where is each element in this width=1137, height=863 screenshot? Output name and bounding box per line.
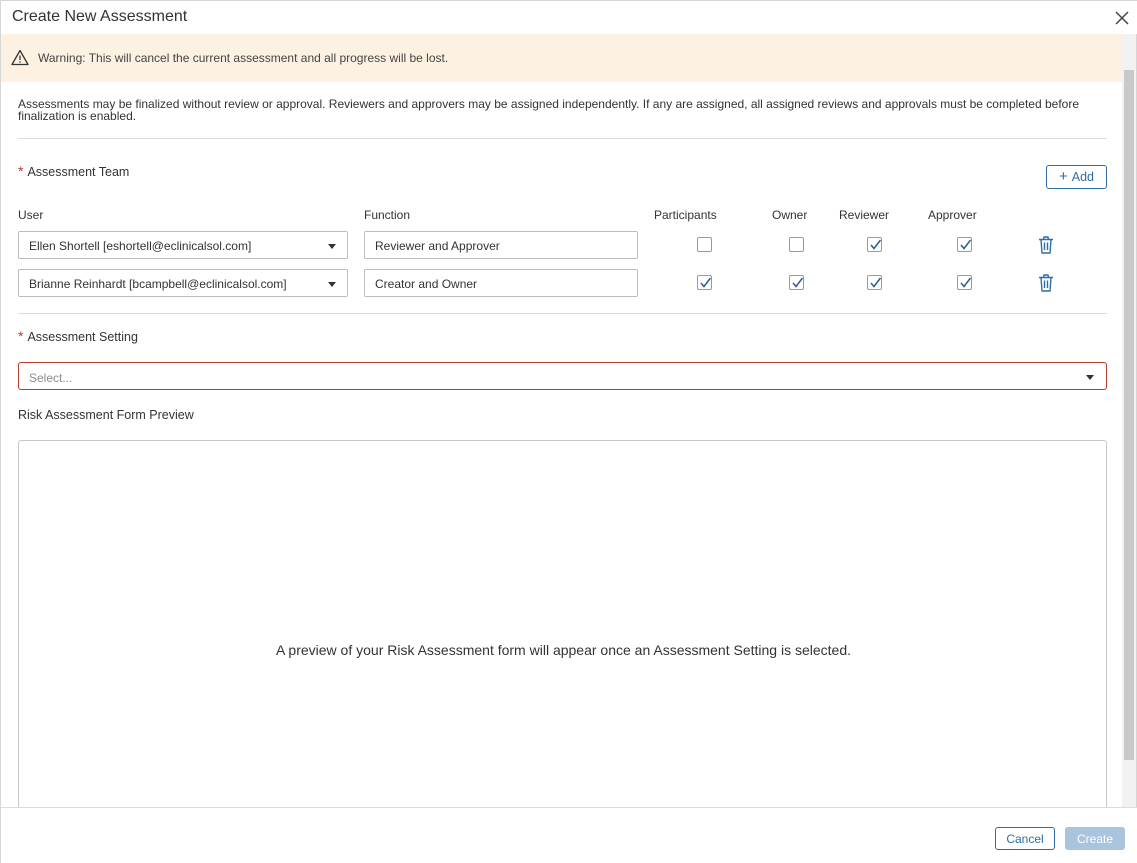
- warning-text: Warning: This will cancel the current assessment and all progress will be lost.: [38, 51, 449, 65]
- participants-checkbox[interactable]: [697, 275, 712, 290]
- dialog-footer: [1, 807, 1137, 863]
- approver-checkbox[interactable]: [957, 237, 972, 252]
- plus-icon: +: [1058, 168, 1068, 185]
- chevron-down-icon: [328, 244, 336, 249]
- owner-checkbox[interactable]: [789, 275, 804, 290]
- participants-checkbox[interactable]: [697, 237, 712, 252]
- scrollbar-thumb[interactable]: [1124, 70, 1134, 760]
- preview-empty-message: A preview of your Risk Assessment form will appear once an Assessment Setting is selected.: [275, 642, 852, 658]
- divider: [18, 138, 1107, 139]
- create-button[interactable]: Create: [1065, 827, 1125, 850]
- user-select[interactable]: [18, 269, 348, 297]
- user-select-value: Ellen Shortell [eshortell@eclinicalsol.com]: [29, 239, 252, 253]
- user-select-value: Brianne Reinhardt [bcampbell@eclinicalsol.com]: [29, 277, 287, 291]
- info-text: Assessments may be finalized without review or approval. Reviewers and approvers may be assigned independently. If any are assigned, all assigned reviews and approvals must be completed before finalization is enabled.: [18, 97, 1080, 123]
- column-header-function: Function: [364, 208, 411, 222]
- column-header-reviewer: Reviewer: [839, 208, 890, 222]
- column-header-approver: Approver: [928, 208, 977, 222]
- reviewer-checkbox[interactable]: [867, 275, 882, 290]
- column-header-participants: Participants: [654, 208, 717, 222]
- warning-banner: [1, 34, 1123, 82]
- owner-checkbox[interactable]: [789, 237, 804, 252]
- function-value: Reviewer and Approver: [375, 239, 500, 253]
- assessment-team-heading: [18, 163, 129, 179]
- trash-icon[interactable]: [1038, 236, 1054, 254]
- form-preview-panel: [18, 440, 1107, 820]
- vertical-scrollbar[interactable]: [1122, 34, 1136, 807]
- column-header-owner: Owner: [772, 208, 808, 222]
- assessment-setting-label: Assessment Setting: [27, 330, 138, 344]
- required-marker: *: [18, 163, 24, 179]
- function-value: Creator and Owner: [375, 277, 478, 291]
- dialog-title: Create New Assessment: [12, 8, 188, 25]
- dialog-titlebar: [1, 1, 1137, 34]
- user-select[interactable]: [18, 231, 348, 259]
- add-button-label: Add: [1071, 170, 1094, 184]
- add-team-member-button[interactable]: [1046, 165, 1107, 189]
- assessment-team-label: Assessment Team: [27, 165, 130, 179]
- assessment-setting-heading: [18, 328, 138, 344]
- chevron-down-icon: [328, 282, 336, 287]
- function-field[interactable]: [364, 231, 638, 259]
- cancel-button[interactable]: Cancel: [995, 827, 1055, 850]
- reviewer-checkbox[interactable]: [867, 237, 882, 252]
- chevron-down-icon: [1086, 375, 1094, 380]
- divider: [18, 313, 1107, 314]
- warning-triangle-icon: [11, 49, 29, 66]
- assessment-setting-select[interactable]: [18, 362, 1107, 390]
- preview-label: Risk Assessment Form Preview: [18, 408, 194, 422]
- function-field[interactable]: [364, 269, 638, 297]
- approver-checkbox[interactable]: [957, 275, 972, 290]
- column-header-user: User: [18, 208, 44, 222]
- trash-icon[interactable]: [1038, 274, 1054, 292]
- assessment-setting-placeholder: Select...: [29, 371, 73, 385]
- close-icon[interactable]: [1112, 8, 1132, 28]
- required-marker: *: [18, 328, 24, 344]
